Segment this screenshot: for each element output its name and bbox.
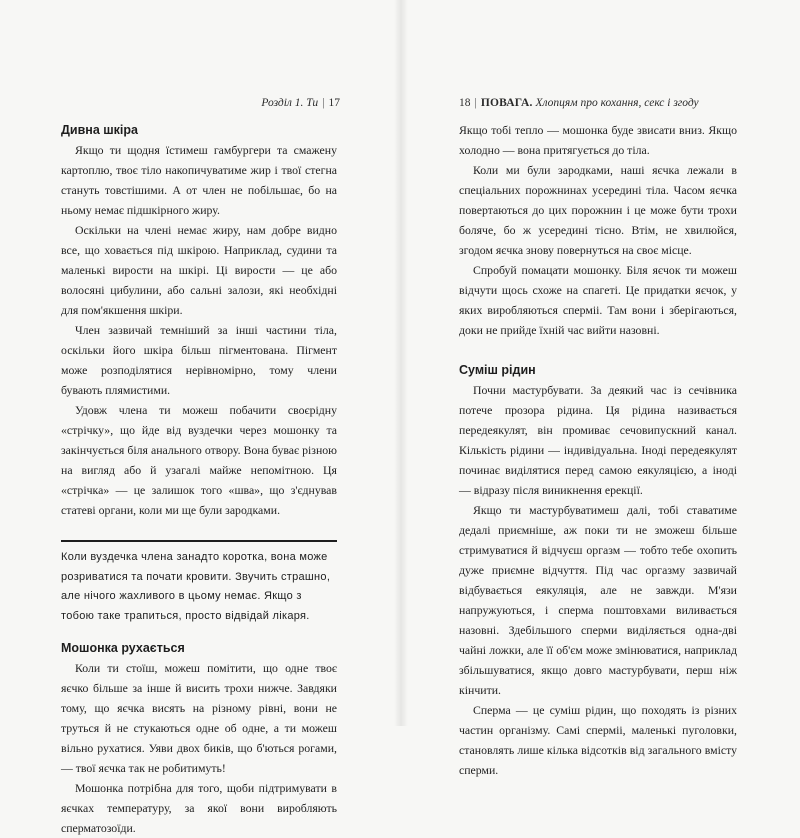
paragraph: Член зазвичай темніший за інші частини тіла, оскільки його шкіра більш пігментована. Пігмент може розподілятися нерівномірно, тому члени бувають плямистими. [61,323,337,397]
page-number: 17 [328,97,340,109]
left-page [0,0,398,836]
paragraph: Оскільки на члені немає жиру, нам добре видно все, що ховається під шкірою. Наприклад, судини та маленькі вирости на шкірі. Ці вирости — це або волосяні цибулини, або сальні залози, які необхідні для пом'якшення шкіри. [61,223,337,317]
paragraph: Якщо ти щодня їстимеш гамбургери та смажену картоплю, твоє тіло накопичуватиме жир і твої стегна стануть товстішими. А от член не побільшає, бо на ньому немає підшкірного жиру. [61,143,337,217]
section-heading: Дивна шкіра [61,123,138,137]
section-heading: Мошонка рухається [61,641,185,656]
paragraph: Коли ти стоїш, можеш помітити, що одне твоє яєчко більше за інше й висить трохи нижче. Завдяки тому, що яєчка висять на різному рівні, вони не труться й не стукаються одне об одне, а ти можеш вільно рухатися. Уяви двох биків, що б'ються рогами, — твої яєчка так не робитимуть! [61,661,337,776]
paragraph: Почни мастурбувати. За деякий час із сечівника потече прозора рідина. Ця рідина називається передеякулят, він промиває сечовипускний канал. Кількість рідини — індивідуальна. Іноді передеякулят починає виділятися перед самою еякуляцією, а іноді — відразу після виникнення ерекції. [459,383,737,497]
callout-box [61,540,337,626]
book-subtitle: Хлопцям про кохання, секс і згоду [535,97,699,109]
paragraph: Сперма — це суміш рідин, що походять із різних частин організму. Самі сперміі, маленькі пуголовки, становлять лише кілька відсотків від загального вмісту сперми. [459,703,737,777]
page-number: 18 [459,97,471,109]
paragraph: Коли ми були зародками, наші яєчка лежали в спеціальних порожнинах усередині тіла. Часом яєчка повертаються до цих порожнин і це може бути трохи боляче, бо ж усередині тісно. Втім, не хвилюйся, згодом яєчка знову повернуться на своє місце. [459,163,737,257]
paragraph: Спробуй помацати мошонку. Біля яєчок ти можеш відчути щось схоже на спагеті. Це придатки яєчок, у яких виробляються сперміі. Там вони і зберігаються, доки не прийде їхній час вийти назовні. [459,263,737,337]
section-spacer [459,340,737,360]
paragraph: Якщо ти мастурбуватимеш далі, тобі ставатиме дедалі приємніше, аж поки ти не зможеш більше стримуватися й відчуєш оргазм — тобто тебе охопить дуже приємне відчуття. Під час оргазму зазвичай відбувається еякуляція, але не завжди. М'язи напружуються, і сперма поштовхами виливається назовні. Здебільшого сперми виділяється одна-дві чайні ложки, але її об'єм може змінюватися, наприклад збільшуватися, якщо довго мастурбувати, перш ніж кінчити. [459,503,737,697]
callout-text: Коли вуздечка члена занадто коротка, вона може розриватися та почати кровити. Звучить страшно, але нічого жахливого в цьому немає. Якщо з тобою таке трапиться, просто відвідай лікаря. [61,551,331,622]
paragraph: Якщо тобі тепло — мошонка буде звисати вниз. Якщо холодно — вона притягується до тіла. [459,123,737,157]
left-page-text [61,120,337,838]
right-page-text [459,120,737,780]
paragraph: Удовж члена ти можеш побачити своєрідну «стрічку», що йде від вуздечки через мошонку та закінчується біля анального отвору. Вона буває різною на вигляд або й узагалі майже непомітною. Ця «стрічка» — це залишок того «шва», що з'єднував статеві органи, коли ми ще були зародками. [61,403,337,517]
left-running-head [261,97,340,109]
right-running-head [459,97,699,109]
section-heading: Суміш рідин [459,363,536,377]
book-title: ПОВАГА. [480,97,533,109]
chapter-title: Розділ 1. Ти [261,97,319,109]
separator: | [474,97,477,109]
separator: | [322,97,325,109]
right-page [402,0,800,777]
paragraph: Мошонка потрібна для того, щоби підтримувати в яєчках температуру, за якої вони виробляють сперматозоїди. [61,781,337,836]
